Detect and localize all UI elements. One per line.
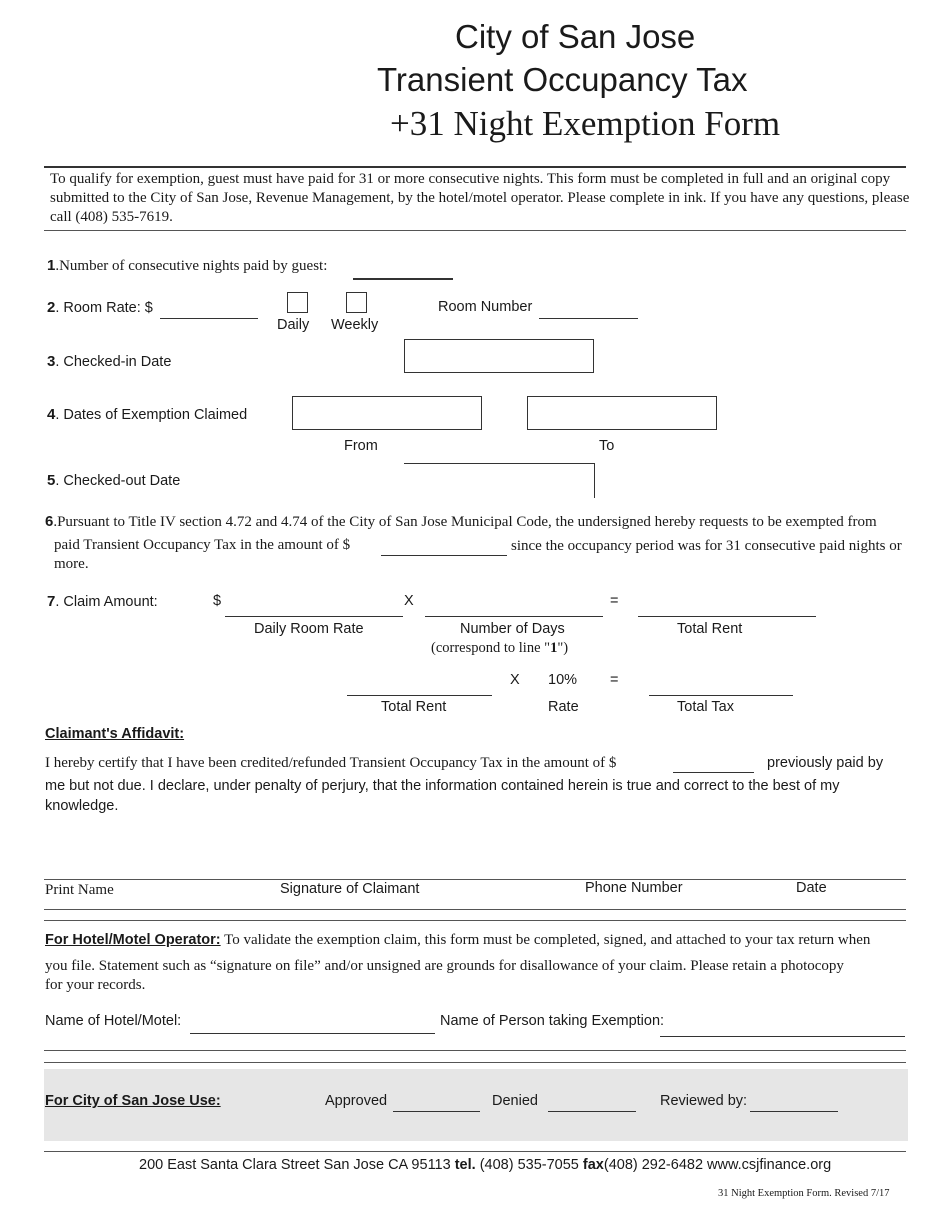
weekly-label: Weekly (331, 317, 379, 333)
q4-number: 4 (47, 406, 56, 423)
city-use-title: For City of San Jose Use: (45, 1093, 221, 1109)
print-name-label: Print Name (45, 882, 114, 898)
q3-label: . Checked-in Date (55, 354, 172, 370)
operator-line-1 (45, 932, 870, 949)
daily-checkbox[interactable] (287, 292, 308, 313)
person-name-field[interactable] (660, 1036, 905, 1037)
total-tax-label: Total Tax (677, 699, 734, 715)
number-of-days-field[interactable] (425, 616, 603, 617)
signature-rule-2 (44, 920, 906, 921)
room-number-field[interactable] (539, 318, 638, 319)
operator-title: For Hotel/Motel Operator: (45, 932, 221, 948)
operator-rule-2 (44, 1062, 906, 1063)
q6-text-2a: paid Transient Occupancy Tax in the amount of $ (54, 537, 351, 553)
q5-label: . Checked-out Date (55, 473, 181, 489)
q1-number: 1 (47, 257, 56, 274)
footer-address: 200 East Santa Clara Street San Jose CA 95113 (139, 1157, 455, 1173)
q4-row (47, 406, 247, 423)
denied-label: Denied (492, 1093, 538, 1109)
exemption-from-field[interactable] (292, 396, 482, 430)
footer-contact (139, 1157, 831, 1173)
affidavit-line-1b: previously paid by (767, 755, 884, 771)
q7-dollar-sign: $ (213, 593, 222, 609)
correspond-text-a: (correspond to line " (431, 640, 551, 656)
title-line-2: Transient Occupancy Tax (377, 61, 748, 98)
affidavit-line-2: me but not due. I declare, under penalty of perjury, that the information contained herein is true and correct to the best of my (45, 778, 840, 794)
q4-label: . Dates of Exemption Claimed (55, 407, 248, 423)
q2-row (47, 299, 153, 316)
affidavit-line-1a: I hereby certify that I have been credited/refunded Transient Occupancy Tax in the amount of $ (45, 755, 617, 771)
q5-row (47, 472, 180, 489)
approved-field[interactable] (393, 1111, 480, 1112)
daily-label: Daily (277, 317, 310, 333)
reviewed-label: Reviewed by: (660, 1093, 748, 1109)
from-label: From (344, 438, 378, 454)
checked-out-date-field[interactable] (404, 463, 595, 498)
number-of-days-label: Number of Days (460, 621, 565, 637)
checked-in-date-field[interactable] (404, 339, 594, 373)
footer-tel-label: tel. (454, 1157, 476, 1173)
multiply-sign-2: X (510, 672, 520, 688)
intro-top-rule (44, 166, 906, 168)
operator-text-1: To validate the exemption claim, this form must be completed, signed, and attached to your tax return when (220, 932, 871, 948)
equals-sign-1: = (610, 593, 619, 609)
signature-rule-1 (44, 909, 906, 910)
affidavit-amount-field[interactable] (673, 772, 754, 773)
q3-number: 3 (47, 353, 56, 370)
footer-tel: (408) 535-7055 (475, 1157, 583, 1173)
q2-label: . Room Rate: $ (55, 300, 153, 316)
q6-text-1: .Pursuant to Title IV section 4.72 and 4.74 of the City of San Jose Municipal Code, the undersigned hereby requests to be exempted from (53, 514, 877, 530)
q5-number: 5 (47, 472, 56, 489)
rate-label: Rate (548, 699, 579, 715)
q7-label: . Claim Amount: (55, 594, 158, 610)
q1-row (47, 257, 327, 275)
footer-fax-label: fax (582, 1157, 604, 1173)
q2-room-rate-field[interactable] (160, 318, 258, 319)
total-rent-field-1[interactable] (638, 616, 816, 617)
q7-number: 7 (47, 593, 56, 610)
daily-room-rate-field[interactable] (225, 616, 403, 617)
denied-field[interactable] (548, 1111, 636, 1112)
multiply-sign-1: X (404, 593, 414, 609)
q6-number: 6 (45, 513, 54, 530)
person-name-label: Name of Person taking Exemption: (440, 1013, 665, 1029)
intro-bottom-rule (44, 230, 906, 231)
q3-row (47, 353, 171, 370)
q1-label: .Number of consecutive nights paid by guest: (55, 258, 328, 274)
title-line-3: +31 Night Exemption Form (390, 104, 781, 143)
phone-label: Phone Number (585, 880, 683, 896)
title-line-1: City of San Jose (455, 18, 696, 55)
footer-rule (44, 1151, 906, 1152)
operator-line-3: for your records. (45, 977, 146, 993)
date-label: Date (796, 880, 827, 896)
to-label: To (599, 438, 615, 454)
affidavit-line-3: knowledge. (45, 798, 119, 814)
q7-row (47, 593, 158, 610)
signature-label: Signature of Claimant (280, 881, 420, 897)
approved-label: Approved (325, 1093, 388, 1109)
total-rent-field-2[interactable] (347, 695, 492, 696)
total-rent-label-1: Total Rent (677, 621, 743, 637)
total-rent-label-2: Total Rent (381, 699, 447, 715)
hotel-name-label: Name of Hotel/Motel: (45, 1013, 182, 1029)
exemption-to-field[interactable] (527, 396, 717, 430)
hotel-name-field[interactable] (190, 1033, 435, 1034)
q6-text-3: more. (54, 556, 89, 572)
intro-text: To qualify for exemption, guest must have paid for 31 or more consecutive nights. This form must be completed in full and an original copy submitted to the City of San Jose, Revenue Management, by the hotel/motel operator. Please complete in ink. If you have any questions, please call (408) 535-7619. (50, 171, 910, 225)
correspond-line-number: 1 (550, 640, 558, 656)
signature-top-rule (44, 879, 906, 880)
q6-text-2b: since the occupancy period was for 31 consecutive paid nights or (511, 538, 902, 554)
footer-fax-web: (408) 292-6482 www.csjfinance.org (603, 1157, 832, 1173)
daily-room-rate-label: Daily Room Rate (254, 621, 364, 637)
weekly-checkbox[interactable] (346, 292, 367, 313)
operator-line-2: you file. Statement such as “signature on file” and/or unsigned are grounds for disallowance of your claim. Please retain a photocopy (45, 958, 844, 974)
q6-amount-field[interactable] (381, 555, 507, 556)
operator-rule-1 (44, 1050, 906, 1051)
correspond-text-b: ") (557, 640, 569, 656)
form-revision: 31 Night Exemption Form. Revised 7/17 (718, 1188, 890, 1199)
room-number-label: Room Number (438, 299, 533, 315)
affidavit-title: Claimant's Affidavit: (45, 726, 185, 742)
rate-value: 10% (548, 672, 578, 688)
q2-number: 2 (47, 299, 56, 316)
equals-sign-2: = (610, 672, 619, 688)
total-tax-field[interactable] (649, 695, 793, 696)
reviewed-field[interactable] (750, 1111, 838, 1112)
q1-nights-field[interactable] (353, 278, 453, 280)
correspond-note (431, 640, 568, 657)
q6-line-1 (45, 513, 877, 531)
